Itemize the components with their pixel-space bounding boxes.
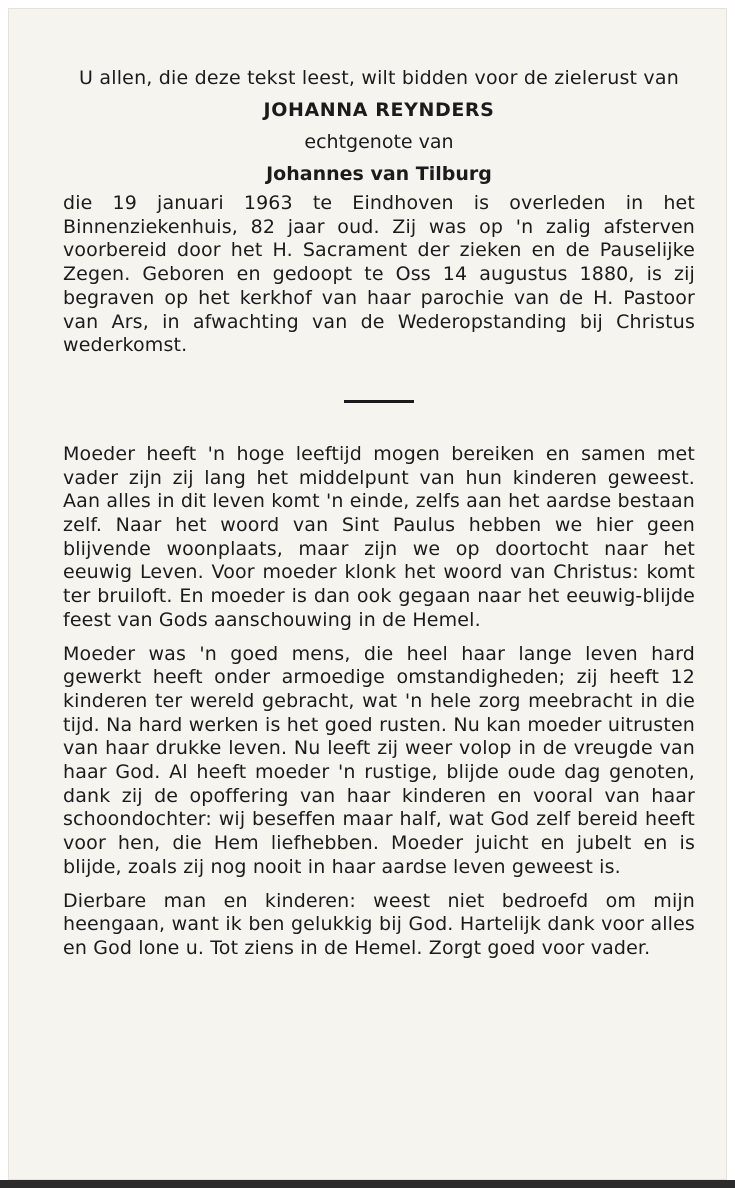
memorial-card [8,8,727,1180]
card-content [63,66,695,961]
paragraph-obituary: die 19 januari 1963 te Eindhoven is overleden in het Binnenziekenhuis, 82 jaar oud. Zij was op 'n zalig afsterven voorbereid door het H. Sacrament der zieken en de Pauselijke Zegen. Geboren en gedoopt te Oss 14 augustus 1880, is zij begraven op het kerkhof van haar parochie van de H. Pastoor van Ars, in afwachting van de Wederopstanding bij Christus wederkomst. [63,192,695,357]
divider-line [344,400,414,403]
bottom-edge [0,1180,735,1188]
paragraph-life: Moeder heeft 'n hoge leeftijd mogen bereiken en samen met vader zijn zij lang het middelpunt van hun kinderen geweest. Aan alles in dit leven komt 'n einde, zelfs aan het aardse bestaan zelf. Naar het woord van Sint Paulus hebben we hier geen blijvende woonplaats, maar zijn we op doortocht naar het eeuwig Leven. Voor moeder klonk het woord van Christus: komt ter bruiloft. En moeder is dan ook gegaan naar het eeuwig-blijde feest van Gods aanschouwing in de Hemel. [63,442,695,631]
intro-text: U allen, die deze tekst leest, wilt bidden voor de zielerust van [79,67,679,89]
paragraph-character: Moeder was 'n goed mens, die heel haar lange leven hard gewerkt heeft onder armoedige omstandigheden; zij heeft 12 kinderen ter wereld gebracht, wat 'n hele zorg meebracht in die tijd. Na hard werken is het goed rusten. Nu kan moeder uitrusten van haar drukke leven. Nu leeft zij weer volop in de vreugde van haar God. Al heeft moeder 'n rustige, blijde oude dag genoten, dank zij de opoffering van haar kinderen en vooral van haar schoondochter: wij beseffen maar half, wat God zelf bereid heeft voor hen, die Hem liefhebben. Moeder juicht en jubelt en is blijde, zoals zij nog nooit in haar aardse leven geweest is. [63,642,695,878]
husband-name: Johannes van Tilburg [266,163,492,185]
relation-text: echtgenote van [304,131,454,153]
paragraph-farewell: Dierbare man en kinderen: weest niet bedroefd om mijn heengaan, want ik ben gelukkig bij God. Hartelijk dank voor alles en God lone u. Tot ziens in de Hemel. Zorgt goed voor vader. [63,889,695,959]
deceased-name: JOHANNA REYNDERS [263,99,495,121]
